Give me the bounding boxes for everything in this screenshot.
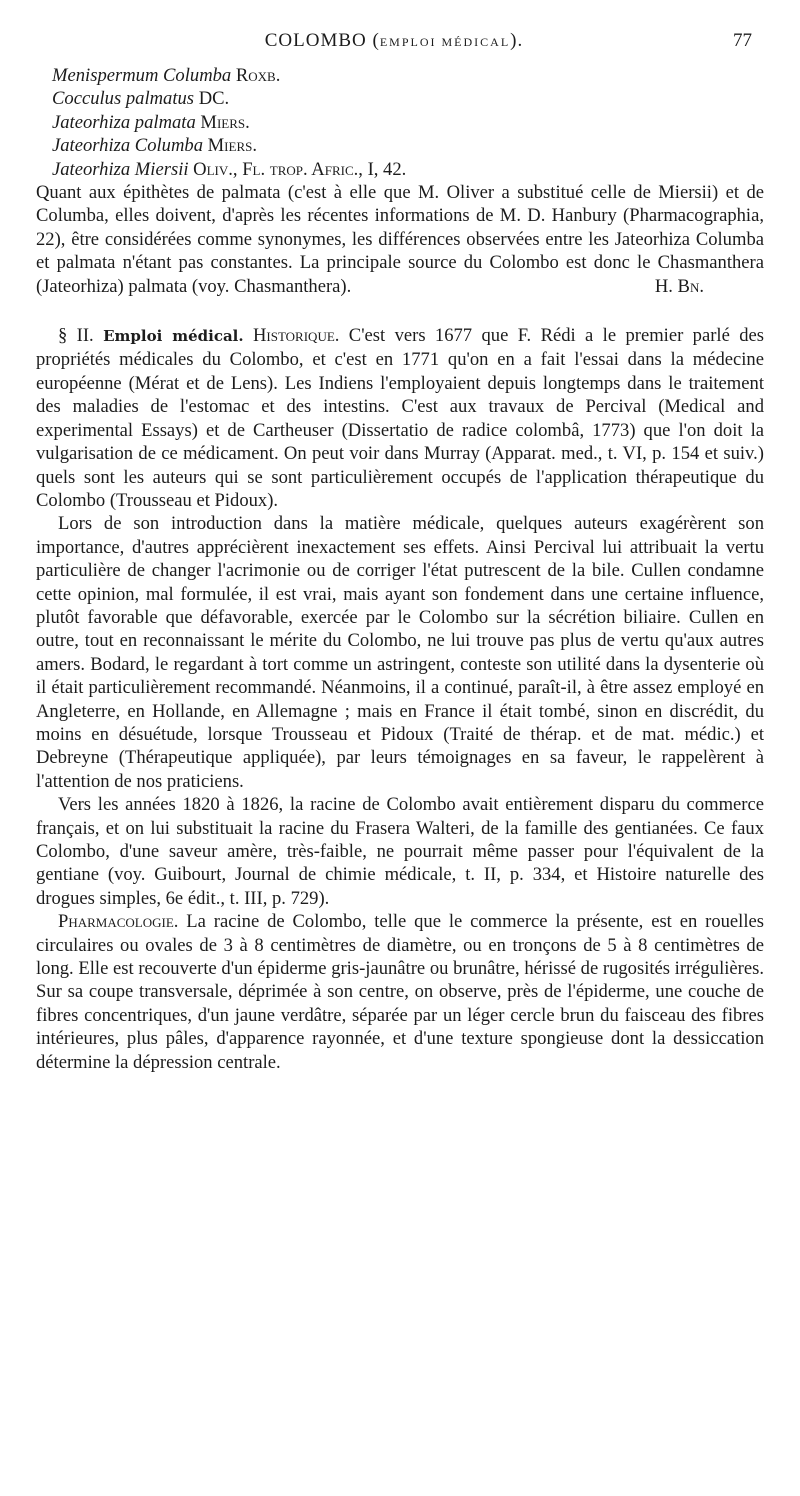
synonym-line: Jateorhiza Miersii Oliv., Fl. trop. Afric., I, 42. <box>52 158 407 180</box>
body-paragraph: Lors de son introduction dans la matière médicale, quelques auteurs exagérèrent son importance, d'autres apprécièrent inexactement ses effets. Ainsi Percival lui attribuait la vertu particulière de changer l'acrimonie ou de corriger l'état putrescent de la bile. Cullen condamne cette opinion, mal formulée, il est vrai, mais ayant son fondement dans une certaine influence, plutôt favorable que défavorable, exercée par le Colombo sur la sécrétion biliaire. Cullen en outre, tout en reconnaissant le mérite du Colombo, ne lui trouve pas plus de vertu qu'aux autres amers. Bodard, le regardant à tort comme un astringent, conteste son utilité dans la dysenterie où il était particulièrement recommandé. Néanmoins, il a continué, paraît-il, à être assez employé en Angleterre, en Hollande, en Allemagne ; mais en France il était tombé, sinon en discrédit, du moins en désuétude, lorsque Trousseau et Pidoux (Traité de thérap. et de mat. médic.) et Debreyne (Thérapeutique appliquée), par leurs témoignages en sa faveur, le rappelèrent à l'attention de nos praticiens. <box>36 513 764 792</box>
page-body <box>36 64 764 1074</box>
page-number: 77 <box>733 30 752 51</box>
author-signature: H. Bn. <box>654 275 704 297</box>
section-heading: Emploi médical. <box>103 327 244 346</box>
historique-paragraph: § II. Emploi médical. Historique. C'est vers 1677 que F. Rédi a le premier parlé des propriétés médicales du Colombo, et c'est en 1771 qu'on en a fait l'essai dans la médecine européenne (Mérat et de Lens). Les Indiens l'employaient depuis longtemps dans le traitement des maladies de l'estomac et des intestins. C'est aux travaux de Percival (Medical and experimental Essays) et de Cartheuser (Dissertatio de radice colombâ, 1773) que l'on doit la vulgarisation de ce médicament. On peut voir dans Murray (Apparat. med., t. VI, p. 154 et suiv.) quels sont les auteurs qui se sont particulièrement occupés de l'application thérapeutique du Colombo (Trousseau et Pidoux). <box>36 325 764 511</box>
body-paragraph: Vers les années 1820 à 1826, la racine de Colombo avait entièrement disparu du commerce français, et on lui substituait la racine du Frasera Walteri, de la famille des gentianées. Ce faux Colombo, d'une saveur amère, très-faible, ne pourrait même passer pour l'équivalent de la gentiane (voy. Guibourt, Journal de chimie médicale, t. II, p. 334, et Histoire naturelle des drogues simples, 6e édit., t. III, p. 729). <box>36 794 764 909</box>
subsection-heading: Historique. <box>252 325 340 347</box>
synonym-line: Jateorhiza Columba Miers. <box>52 135 258 157</box>
synonym-line: Menispermum Columba Roxb. <box>52 65 281 86</box>
pharmacologie-paragraph: Pharmacologie. La racine de Colombo, telle que le commerce la présente, est en rouelles circulaires ou ovales de 3 à 8 centimètres de diamètre, ou en tronçons de 5 à 8 centimètres de long. Elle est recouverte d'un épiderme gris-jaunâtre ou brunâtre, hérissé de rugosités irrégulières. Sur sa coupe transversale, déprimée à son centre, on observe, près de l'épiderme, une couche de fibres concentriques, d'un jaune verdâtre, séparée par un léger cercle brun du faisceau des fibres intérieures, plus pâles, d'apparence rayonnée, et d'une texture spongieuse dont la dessiccation détermine la dépression centrale. <box>36 911 764 1073</box>
synonym-line: Jateorhiza palmata Miers. <box>52 111 250 133</box>
section-number: § II. <box>58 325 94 347</box>
section-gap <box>36 298 764 324</box>
running-title: COLOMBO (EMPLOI MÉDICAL). <box>264 30 524 51</box>
subsection-heading: Pharmacologie. <box>58 911 179 933</box>
synonym-line: Cocculus palmatus DC. <box>52 88 230 110</box>
running-header <box>36 30 752 58</box>
running-title-smallcaps: EMPLOI MÉDICAL <box>379 35 511 49</box>
synonym-list <box>36 64 764 181</box>
intro-paragraph: Quant aux épithètes de palmata (c'est à elle que M. Oliver a substitué celle de Miersii) et de Columba, elles doivent, d'après les récentes informations de M. D. Hanbury (Pharmacographia, 22), être considérées comme synonymes, les différences observées entre les Jateorhiza Columba et palmata n'étant pas constantes. La principale source du Colombo est donc le Chasmanthera (Jateorhiza) palmata (voy. Chasmanthera). H. Bn. <box>36 182 764 297</box>
